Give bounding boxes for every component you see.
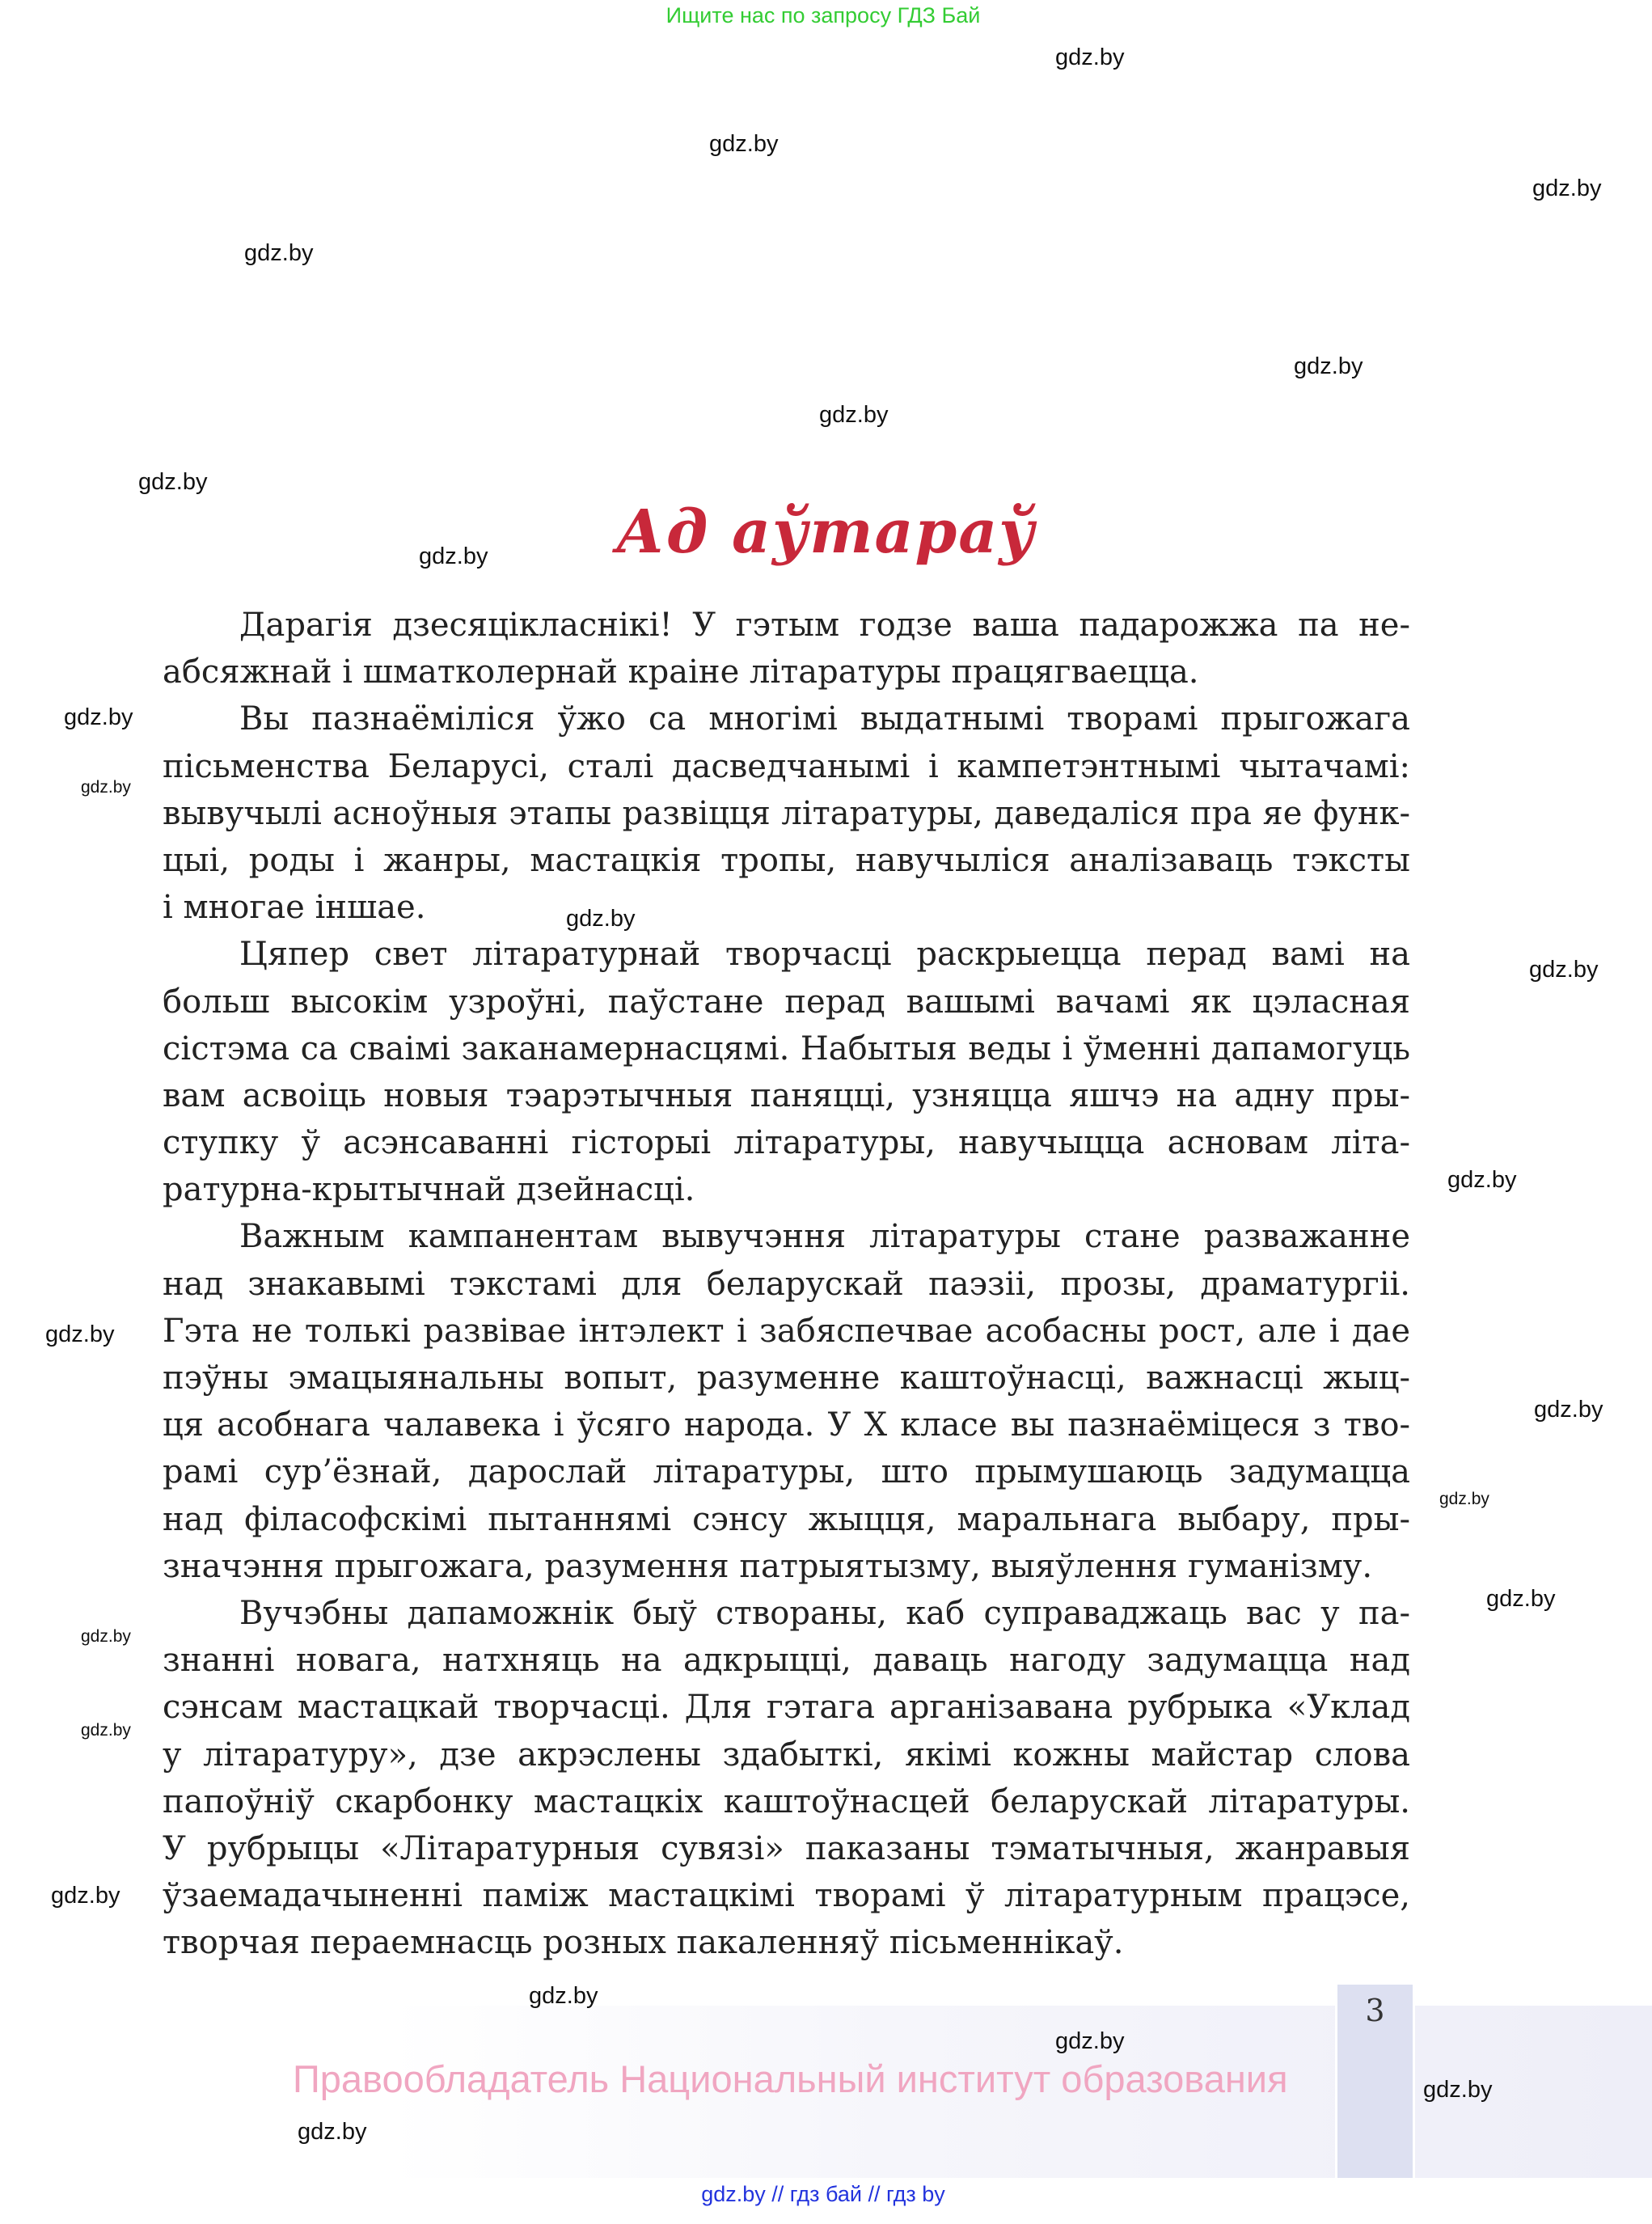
paragraph-line: сістэма са сваімі заканамернасцямі. Набытыя веды і ўменні дапамогуць [163, 1030, 1410, 1068]
page-title: Ад аўтараў [615, 497, 1037, 567]
watermark-text: gdz.by [81, 778, 131, 797]
paragraph-line: Вы пазнаёміліся ўжо са многімі выдатнымі творамі прыгожага [239, 700, 1410, 738]
watermark-text: gdz.by [819, 402, 889, 428]
watermark-text: gdz.by [1532, 175, 1602, 201]
paragraph-line: пісьменства Беларусі, сталі дасведчанымі і кампетэнтнымі чытачамі: [163, 747, 1410, 785]
paragraph-line: ступку ў асэнсаванні гісторыі літаратуры, навучыцца асновам літа- [163, 1124, 1410, 1162]
watermark-text: gdz.by [1529, 957, 1599, 983]
watermark-text: gdz.by [81, 1721, 131, 1740]
paragraph-line: Гэта не толькі развівае інтэлект і забяспечвае асобасны рост, але і дае [163, 1312, 1410, 1350]
paragraph-line: ця асобнага чалавека і ўсяго народа. У Х класе вы пазнаёміцеся з тво- [163, 1406, 1410, 1444]
paragraph-line: сэнсам мастацкай творчасці. Для гэтага арганізавана рубрыка «Уклад [163, 1689, 1410, 1727]
paragraph-line: цыі, роды і жанры, мастацкія тропы, навучыліся аналізаваць тэксты [163, 841, 1410, 879]
watermark-text: gdz.by [709, 131, 779, 157]
body-text [163, 602, 1410, 1966]
watermark-text: gdz.by [1439, 1490, 1489, 1508]
paragraph-line: рамі сур’ёзнай, дарослай літаратуры, што прымушаюць задумацца [163, 1453, 1410, 1491]
bottom-links[interactable]: gdz.by // гдз бай // гдз by [701, 2182, 945, 2206]
paragraph-line: значэння прыгожага, разумення патрыятызму, выяўлення гуманізму. [163, 1547, 1373, 1585]
paragraph-line: вывучылі асноўныя этапы развіцця літаратуры, даведаліся пра яе функ- [163, 794, 1410, 832]
paragraph-line: у літаратуру», дзе акрэслены здабыткі, якімі кожны майстар слова [163, 1736, 1410, 1774]
paragraph-line: знанні новага, натхняць на адкрыцці, даваць нагоду задумацца над [163, 1642, 1410, 1680]
watermark-text: gdz.by [51, 1883, 120, 1909]
paragraph-line: абсяжнай і шматколернай краіне літаратуры працягваецца. [163, 653, 1199, 691]
watermark-text: gdz.by [1294, 353, 1363, 379]
watermark-text: gdz.by [1534, 1397, 1603, 1423]
watermark-text: gdz.by [244, 240, 314, 266]
paragraph-line: Важным кампанентам вывучэння літаратуры стане разважанне [239, 1218, 1410, 1256]
watermark-text: gdz.by [298, 2119, 367, 2145]
paragraph-line: над філасофскімі пытаннямі сэнсу жыцця, маральнага выбару, пры- [163, 1500, 1410, 1538]
watermark-text: gdz.by [419, 543, 488, 569]
watermark-text: gdz.by [64, 704, 133, 730]
paragraph-line: больш высокім узроўні, паўстане перад вашымі вачамі як цэласная [163, 983, 1410, 1021]
watermark-text: gdz.by [529, 1983, 598, 2009]
watermark-text: gdz.by [45, 1321, 115, 1347]
watermark-text: gdz.by [1447, 1167, 1517, 1193]
paragraph-line: У рубрыцы «Літаратурныя сувязі» паказаны тэматычныя, жанравыя [163, 1829, 1410, 1867]
search-hint: Ищите нас по запросу ГДЗ Бай [665, 3, 981, 27]
page-number-tab [1335, 1985, 1415, 2178]
watermark-text: gdz.by [1055, 44, 1125, 70]
paragraph-line: над знакавымі тэкстамі для беларускай паэзіі, прозы, драматургіі. [163, 1265, 1410, 1303]
paragraph-line: вам асвоіць новыя тэарэтычныя паняцці, узняцца яшчэ на адну пры- [163, 1076, 1410, 1114]
rights-holder-notice: Правообладатель Национальный институт образования [293, 2057, 1288, 2100]
page-number: 3 [1365, 1993, 1385, 2028]
paragraph-line: ратурна-крытычнай дзейнасці. [163, 1171, 695, 1209]
watermark-text: gdz.by [138, 469, 208, 495]
paragraph-line: творчая пераемнасць розных пакаленняў пісьменнікаў. [163, 1924, 1124, 1962]
watermark-text: gdz.by [1486, 1586, 1556, 1612]
paragraph-line: Вучэбны дапаможнік быў створаны, каб суправаджаць вас у па- [239, 1594, 1410, 1632]
paragraph-line: ўзаемадачыненні паміж мастацкімі творамі ў літаратурным працэсе, [163, 1877, 1410, 1915]
paragraph-line: Цяпер свет літаратурнай творчасці раскрыецца перад вамі на [239, 936, 1410, 974]
paragraph-line: Дарагія дзесяцікласнікі! У гэтым годзе ваша падарожжа па не- [239, 607, 1410, 644]
watermark-text: gdz.by [1423, 2077, 1493, 2103]
watermark-text: gdz.by [1055, 2028, 1125, 2054]
paragraph-line: папоўніў скарбонку мастацкіх каштоўнасцей беларускай літаратуры. [163, 1782, 1410, 1820]
paragraph-line: пэўны эмацыянальны вопыт, разуменне каштоўнасці, важнасці жыц- [163, 1359, 1410, 1397]
paragraph-line: і многае іншае. [163, 889, 426, 927]
watermark-text: gdz.by [81, 1627, 131, 1646]
watermark-text: gdz.by [566, 906, 636, 932]
